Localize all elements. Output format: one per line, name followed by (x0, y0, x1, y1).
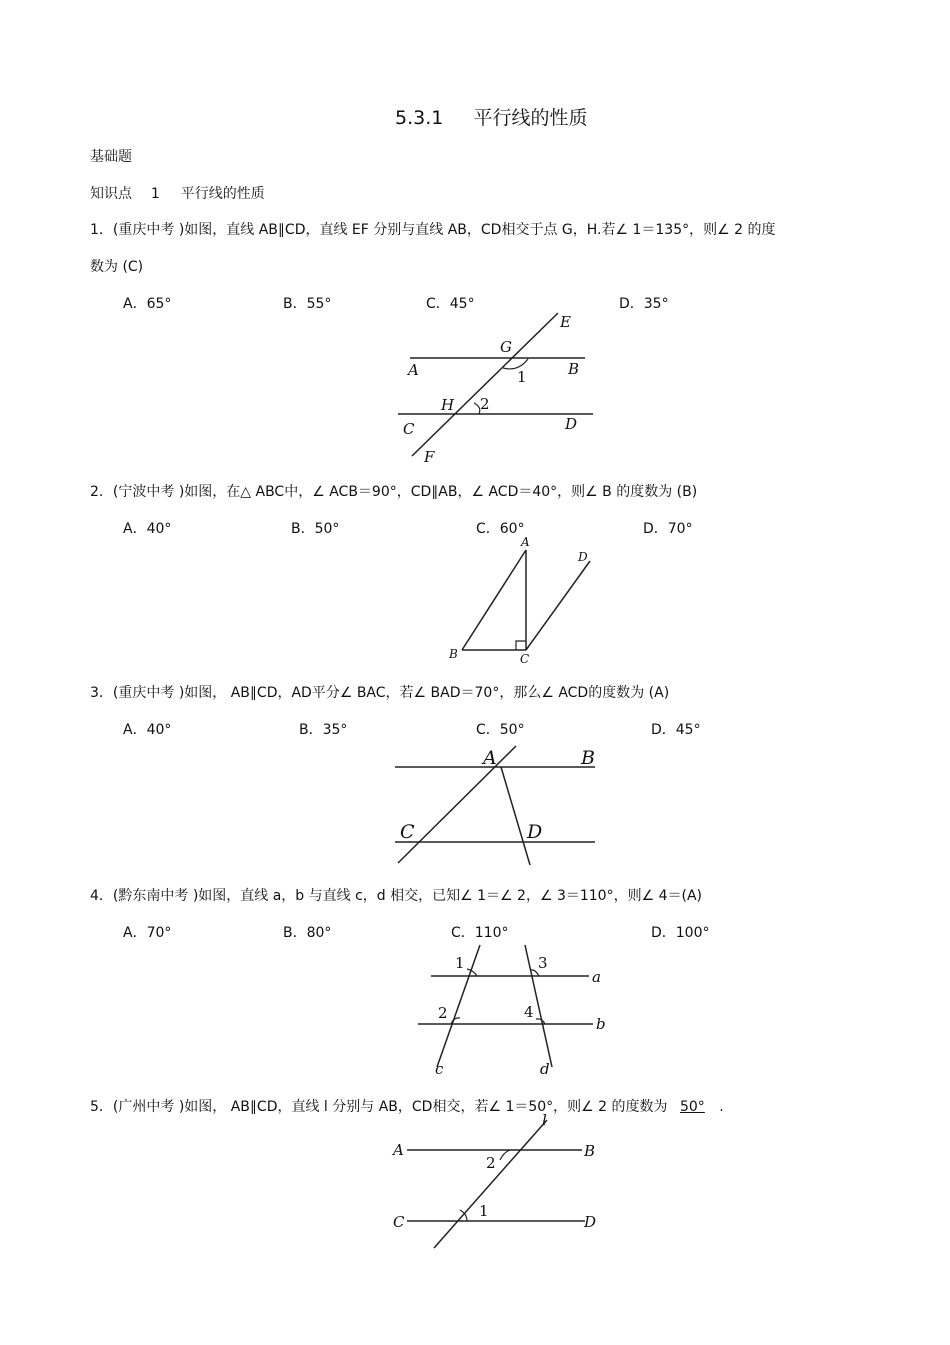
section-heading: 基础题 (90, 149, 132, 165)
q5-line-l (434, 1120, 547, 1248)
q5-label-1: 1 (479, 1202, 489, 1220)
q3-option-c: C．50° (476, 722, 525, 738)
q1-label-d: D (565, 415, 578, 433)
q2-stem: 2．(宁波中考 )如图，在△ ABC中，∠ ACB＝90°，CD∥AB，∠ ACD＝40°，则∠ B 的度数为 (B) (90, 484, 698, 500)
q1-label-a: A (408, 361, 419, 379)
q2-option-c: C．60° (476, 521, 525, 537)
q1-label-2: 2 (480, 395, 490, 413)
q4-label-c: c (435, 1060, 444, 1078)
q1-label-b: B (568, 360, 580, 378)
q1-label-h: H (441, 396, 455, 414)
q1-option-b: B．55° (283, 296, 332, 312)
q2-option-d: D．70° (643, 521, 693, 537)
q2-label-b: B (449, 647, 458, 661)
q4-option-c: C．110° (451, 925, 509, 941)
q1-label-g: G (500, 338, 512, 356)
q3-figure (390, 740, 605, 870)
q5-figure (390, 1108, 605, 1253)
q1-figure (395, 310, 605, 470)
q2-label-a: A (521, 535, 530, 549)
q1-stem-line1: 1．(重庆中考 )如图，直线 AB∥CD，直线 EF 分别与直线 AB，CD相交于点 G，H.若∠ 1＝135°，则∠ 2 的度 (90, 222, 776, 238)
q4-label-a: a (592, 968, 601, 986)
q4-angle-1-arc (467, 969, 477, 976)
q4-label-b: b (596, 1015, 606, 1033)
q3-stem: 3．(重庆中考 )如图， AB∥CD，AD平分∠ BAC，若∠ BAD＝70°，那么∠ ACD的度数为 (A) (90, 685, 670, 701)
q4-option-a: A．70° (123, 925, 172, 941)
q4-label-2: 2 (438, 1004, 448, 1022)
q5-label-d: D (584, 1213, 597, 1231)
q1-label-1: 1 (517, 368, 527, 386)
q2-option-b: B．50° (291, 521, 340, 537)
q1-stem-line2: 数为 (C) (90, 259, 144, 275)
q5-angle-2-arc (500, 1150, 510, 1160)
q2-label-d: D (578, 550, 588, 564)
q5-answer: 50° (679, 1099, 705, 1115)
q3-label-a: A (483, 747, 497, 769)
q1-line-ef (412, 313, 558, 456)
q1-label-c: C (403, 420, 415, 438)
q4-label-3: 3 (538, 954, 548, 972)
q2-line-cd (526, 561, 590, 650)
q1-option-d: D．35° (619, 296, 669, 312)
q4-angle-4-arc (536, 1019, 545, 1024)
q3-line-ac (398, 746, 516, 863)
knowledge-point-heading: 知识点 1 平行线的性质 (90, 186, 265, 202)
q1-option-a: A．65° (123, 296, 172, 312)
q3-option-a: A．40° (123, 722, 172, 738)
q5-label-l: l (542, 1111, 547, 1129)
q2-line-ab (462, 550, 526, 650)
q5-label-c: C (393, 1213, 405, 1231)
q5-label-b: B (584, 1142, 596, 1160)
q2-label-c: C (520, 652, 530, 666)
q3-label-d: D (527, 821, 543, 843)
q1-label-f: F (424, 448, 435, 466)
q3-label-b: B (581, 747, 595, 769)
q4-option-b: B．80° (283, 925, 332, 941)
q5-stem: 5．(广州中考 )如图， AB∥CD，直线 l 分别与 AB，CD相交，若∠ 1＝50°，则∠ 2 的度数为 50° . (90, 1099, 724, 1115)
q1-option-c: C．45° (426, 296, 475, 312)
q3-line-ad (501, 767, 530, 865)
title-number: 5.3.1 (395, 107, 444, 129)
page-title (395, 103, 587, 130)
q3-option-b: B．35° (299, 722, 348, 738)
q4-figure (415, 940, 610, 1080)
title-text: 平行线的性质 (473, 107, 588, 129)
q3-label-c: C (400, 821, 415, 843)
q4-stem: 4．(黔东南中考 )如图，直线 a，b 与直线 c，d 相交，已知∠ 1＝∠ 2，∠ 3＝110°，则∠ 4＝(A) (90, 888, 702, 904)
q5-label-2: 2 (486, 1154, 496, 1172)
q5-stem-text: 5．(广州中考 )如图， AB∥CD，直线 l 分别与 AB，CD相交，若∠ 1＝50°，则∠ 2 的度数为 (90, 1099, 672, 1115)
q2-figure (445, 533, 605, 668)
q4-option-d: D．100° (651, 925, 710, 941)
q4-label-1: 1 (455, 954, 465, 972)
q5-label-a: A (393, 1141, 404, 1159)
q2-right-angle-mark (516, 641, 526, 650)
q1-angle-2-arc (474, 403, 480, 414)
q4-label-d: d (540, 1060, 550, 1078)
q3-option-d: D．45° (651, 722, 701, 738)
q2-option-a: A．40° (123, 521, 172, 537)
q4-label-4: 4 (524, 1003, 534, 1021)
q1-label-e: E (560, 313, 571, 331)
